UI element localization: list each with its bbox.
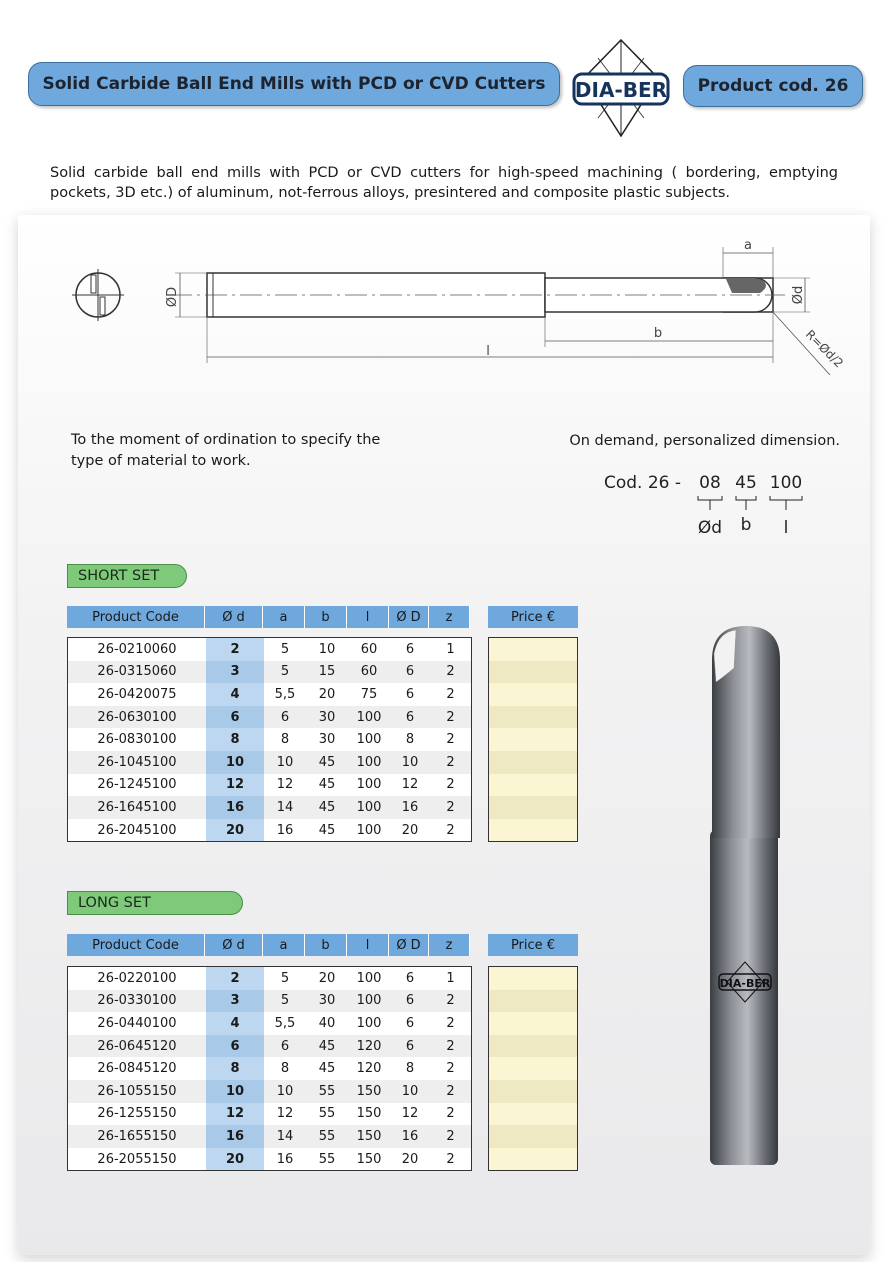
col-code: Product Code [67, 934, 205, 956]
cell-l: 100 [356, 822, 382, 838]
cell-code: 26-0420075 [97, 686, 177, 702]
cell-D: 6 [405, 664, 415, 680]
page-title-text: Solid Carbide Ball End Mills with PCD or CVD Cutters [42, 74, 546, 94]
cell-b: 30 [318, 709, 336, 725]
price-cell[interactable] [489, 967, 577, 990]
price-cell[interactable] [489, 728, 577, 751]
cell-l: 100 [356, 754, 382, 770]
price-cell[interactable] [489, 1080, 577, 1103]
col-D: Ø D [389, 934, 429, 956]
cell-b: 55 [318, 1151, 336, 1167]
cell-b: 15 [318, 664, 336, 680]
cell-a: 14 [276, 1128, 294, 1144]
cell-b: 55 [318, 1128, 336, 1144]
cell-b: 20 [318, 970, 336, 986]
cell-l: 120 [356, 1061, 382, 1077]
product-code-text: Product cod. 26 [697, 76, 849, 96]
tool-photo [700, 620, 792, 1175]
cell-z: 2 [446, 732, 455, 748]
technical-drawing [60, 235, 850, 405]
product-code-badge [683, 65, 863, 107]
cell-D: 6 [405, 1038, 415, 1054]
cell-d: 8 [206, 1057, 264, 1080]
cell-z: 2 [446, 664, 455, 680]
cell-d: 2 [206, 638, 264, 661]
cell-l: 100 [356, 970, 382, 986]
table-row [68, 1080, 471, 1103]
cell-z: 2 [446, 754, 455, 770]
table-row [68, 1103, 471, 1126]
custom-dimension-note: On demand, personalized dimension. [569, 433, 840, 449]
price-cell[interactable] [489, 819, 577, 842]
price-cell[interactable] [489, 1148, 577, 1171]
cell-b: 45 [318, 822, 336, 838]
cell-D: 16 [401, 799, 419, 815]
page-title [28, 62, 560, 106]
cell-a: 14 [276, 799, 294, 815]
cod-label-l: l [783, 518, 789, 538]
cell-code: 26-0315060 [97, 664, 177, 680]
cell-D: 20 [401, 822, 419, 838]
cell-code: 26-2055150 [97, 1151, 177, 1167]
cell-D: 6 [405, 709, 415, 725]
cell-D: 8 [405, 732, 415, 748]
cell-d: 3 [206, 661, 264, 684]
dim-b-label: b [653, 326, 663, 341]
cell-z: 2 [446, 993, 455, 1009]
table-row [68, 751, 471, 774]
cell-code: 26-0330100 [97, 993, 177, 1009]
cell-z: 2 [446, 1038, 455, 1054]
cell-l: 150 [356, 1151, 382, 1167]
cod-part-l: 100 [769, 473, 803, 493]
dim-d-label: Ød [791, 285, 806, 305]
cell-z: 2 [446, 1128, 455, 1144]
cell-D: 10 [401, 754, 419, 770]
cell-b: 45 [318, 1061, 336, 1077]
price-cell[interactable] [489, 751, 577, 774]
table-row [68, 967, 471, 990]
short-set-price-column [488, 637, 578, 842]
cell-z: 1 [446, 641, 455, 657]
col-l: l [347, 934, 389, 956]
intro-text: Solid carbide ball end mills with PCD or CVD cutters for high-speed machining ( bordering, emptying pockets, 3D etc.) of aluminum, not-ferrous alloys, presintered and composite plastic subjects. [50, 165, 838, 201]
cell-a: 6 [280, 709, 290, 725]
cell-code: 26-1045100 [97, 754, 177, 770]
cell-a: 5 [280, 970, 290, 986]
cell-z: 2 [446, 686, 455, 702]
dim-D-label: ØD [165, 286, 180, 308]
table-row [68, 1125, 471, 1148]
cell-a: 5 [280, 664, 290, 680]
cell-code: 26-1655150 [97, 1128, 177, 1144]
cell-l: 150 [356, 1106, 382, 1122]
short-price-header: Price € [488, 606, 578, 628]
cell-b: 10 [318, 641, 336, 657]
cell-b: 40 [318, 1015, 336, 1031]
cell-d: 12 [206, 774, 264, 797]
cell-code: 26-1055150 [97, 1083, 177, 1099]
dim-a-label: a [744, 238, 752, 253]
price-cell[interactable] [489, 706, 577, 729]
table-row [68, 728, 471, 751]
cell-code: 26-0220100 [97, 970, 177, 986]
cell-a: 5 [280, 641, 290, 657]
table-row [68, 796, 471, 819]
dim-R-label: R=Ød/2 [802, 327, 847, 371]
cell-d: 16 [206, 1125, 264, 1148]
table-row [68, 1035, 471, 1058]
price-cell[interactable] [489, 796, 577, 819]
cell-code: 26-1645100 [97, 799, 177, 815]
col-d: Ø d [205, 934, 263, 956]
table-row [68, 1148, 471, 1171]
table-row [68, 1057, 471, 1080]
table-row [68, 638, 471, 661]
cell-b: 45 [318, 1038, 336, 1054]
cell-z: 2 [446, 1106, 455, 1122]
price-cell[interactable] [489, 638, 577, 661]
cell-D: 6 [405, 993, 415, 1009]
col-b: b [305, 606, 347, 628]
cell-code: 26-0440100 [97, 1015, 177, 1031]
cod-part-b: 45 [735, 473, 757, 493]
short-set-table [67, 637, 472, 842]
cell-d: 20 [206, 819, 264, 842]
order-note: To the moment of ordination to specify the type of material to work. [71, 432, 381, 469]
cell-l: 100 [356, 777, 382, 793]
cell-d: 16 [206, 796, 264, 819]
cod-example-diagram [598, 466, 818, 546]
cell-b: 20 [318, 686, 336, 702]
cell-D: 10 [401, 1083, 419, 1099]
cell-D: 6 [405, 641, 415, 657]
table-row [68, 706, 471, 729]
cell-z: 2 [446, 1015, 455, 1031]
cell-l: 100 [356, 993, 382, 1009]
col-D: Ø D [389, 606, 429, 628]
cell-l: 75 [360, 686, 378, 702]
cell-z: 2 [446, 709, 455, 725]
price-cell[interactable] [489, 661, 577, 684]
table-row [68, 774, 471, 797]
cell-l: 60 [360, 641, 378, 657]
cell-l: 100 [356, 1015, 382, 1031]
cell-code: 26-1245100 [97, 777, 177, 793]
cell-a: 10 [276, 1083, 294, 1099]
cell-z: 1 [446, 970, 455, 986]
cell-d: 8 [206, 728, 264, 751]
cell-a: 12 [276, 1106, 294, 1122]
long-set-header [67, 934, 470, 956]
cell-a: 8 [280, 1061, 290, 1077]
cell-l: 60 [360, 664, 378, 680]
col-b: b [305, 934, 347, 956]
logo-text: DIA-BER [574, 78, 668, 102]
cell-a: 16 [276, 1151, 294, 1167]
cell-D: 6 [405, 1015, 415, 1031]
cell-code: 26-0630100 [97, 709, 177, 725]
price-cell[interactable] [489, 1103, 577, 1126]
col-z: z [429, 934, 470, 956]
cell-b: 45 [318, 777, 336, 793]
long-price-header: Price € [488, 934, 578, 956]
end-view-icon [72, 269, 124, 321]
cell-l: 100 [356, 732, 382, 748]
cod-part-d: 08 [699, 473, 721, 493]
cell-code: 26-0845120 [97, 1061, 177, 1077]
tool-logo-text: DIA-BER [719, 977, 771, 990]
cell-a: 5,5 [274, 686, 296, 702]
cell-b: 45 [318, 799, 336, 815]
cell-d: 20 [206, 1148, 264, 1171]
dim-l-label: l [486, 344, 490, 359]
long-set-table [67, 966, 472, 1171]
cell-l: 100 [356, 709, 382, 725]
cell-D: 20 [401, 1151, 419, 1167]
cell-z: 2 [446, 1061, 455, 1077]
cell-l: 120 [356, 1038, 382, 1054]
cell-D: 6 [405, 970, 415, 986]
cell-code: 26-0210060 [97, 641, 177, 657]
col-a: a [263, 934, 305, 956]
cell-d: 4 [206, 1012, 264, 1035]
cell-z: 2 [446, 777, 455, 793]
table-row [68, 661, 471, 684]
cell-code: 26-2045100 [97, 822, 177, 838]
cell-a: 16 [276, 822, 294, 838]
dia-ber-logo [568, 38, 674, 138]
cell-D: 16 [401, 1128, 419, 1144]
cell-a: 5,5 [274, 1015, 296, 1031]
table-row [68, 990, 471, 1013]
cell-l: 100 [356, 799, 382, 815]
col-code: Product Code [67, 606, 205, 628]
price-cell[interactable] [489, 683, 577, 706]
cell-D: 8 [405, 1061, 415, 1077]
cell-D: 12 [401, 777, 419, 793]
cell-d: 10 [206, 751, 264, 774]
cell-a: 10 [276, 754, 294, 770]
long-set-price-column [488, 966, 578, 1171]
table-row [68, 819, 471, 842]
cell-b: 30 [318, 993, 336, 1009]
cell-b: 55 [318, 1106, 336, 1122]
cell-code: 26-0830100 [97, 732, 177, 748]
short-set-tab: SHORT SET [67, 564, 187, 588]
col-z: z [429, 606, 470, 628]
cell-b: 45 [318, 754, 336, 770]
table-row [68, 683, 471, 706]
cell-a: 8 [280, 732, 290, 748]
col-l: l [347, 606, 389, 628]
long-set-tab: LONG SET [67, 891, 243, 915]
cell-b: 30 [318, 732, 336, 748]
price-cell[interactable] [489, 1035, 577, 1058]
col-d: Ø d [205, 606, 263, 628]
cell-z: 2 [446, 799, 455, 815]
cell-a: 6 [280, 1038, 290, 1054]
price-cell[interactable] [489, 990, 577, 1013]
cell-l: 150 [356, 1083, 382, 1099]
cell-d: 2 [206, 967, 264, 990]
cell-z: 2 [446, 822, 455, 838]
cell-D: 12 [401, 1106, 419, 1122]
cell-d: 6 [206, 1035, 264, 1058]
cell-a: 12 [276, 777, 294, 793]
cell-a: 5 [280, 993, 290, 1009]
cod-prefix: Cod. 26 - [604, 473, 682, 493]
cell-d: 6 [206, 706, 264, 729]
table-row [68, 1012, 471, 1035]
cod-label-b: b [740, 515, 752, 535]
cell-z: 2 [446, 1151, 455, 1167]
cell-b: 55 [318, 1083, 336, 1099]
cell-d: 3 [206, 990, 264, 1013]
price-cell[interactable] [489, 1012, 577, 1035]
cell-d: 10 [206, 1080, 264, 1103]
cell-z: 2 [446, 1083, 455, 1099]
cell-D: 6 [405, 686, 415, 702]
price-cell[interactable] [489, 1057, 577, 1080]
cell-l: 150 [356, 1128, 382, 1144]
short-set-header [67, 606, 470, 628]
cell-d: 12 [206, 1103, 264, 1126]
cell-code: 26-1255150 [97, 1106, 177, 1122]
cell-code: 26-0645120 [97, 1038, 177, 1054]
price-cell[interactable] [489, 774, 577, 797]
cell-d: 4 [206, 683, 264, 706]
col-a: a [263, 606, 305, 628]
cod-label-d: Ød [697, 518, 723, 538]
price-cell[interactable] [489, 1125, 577, 1148]
